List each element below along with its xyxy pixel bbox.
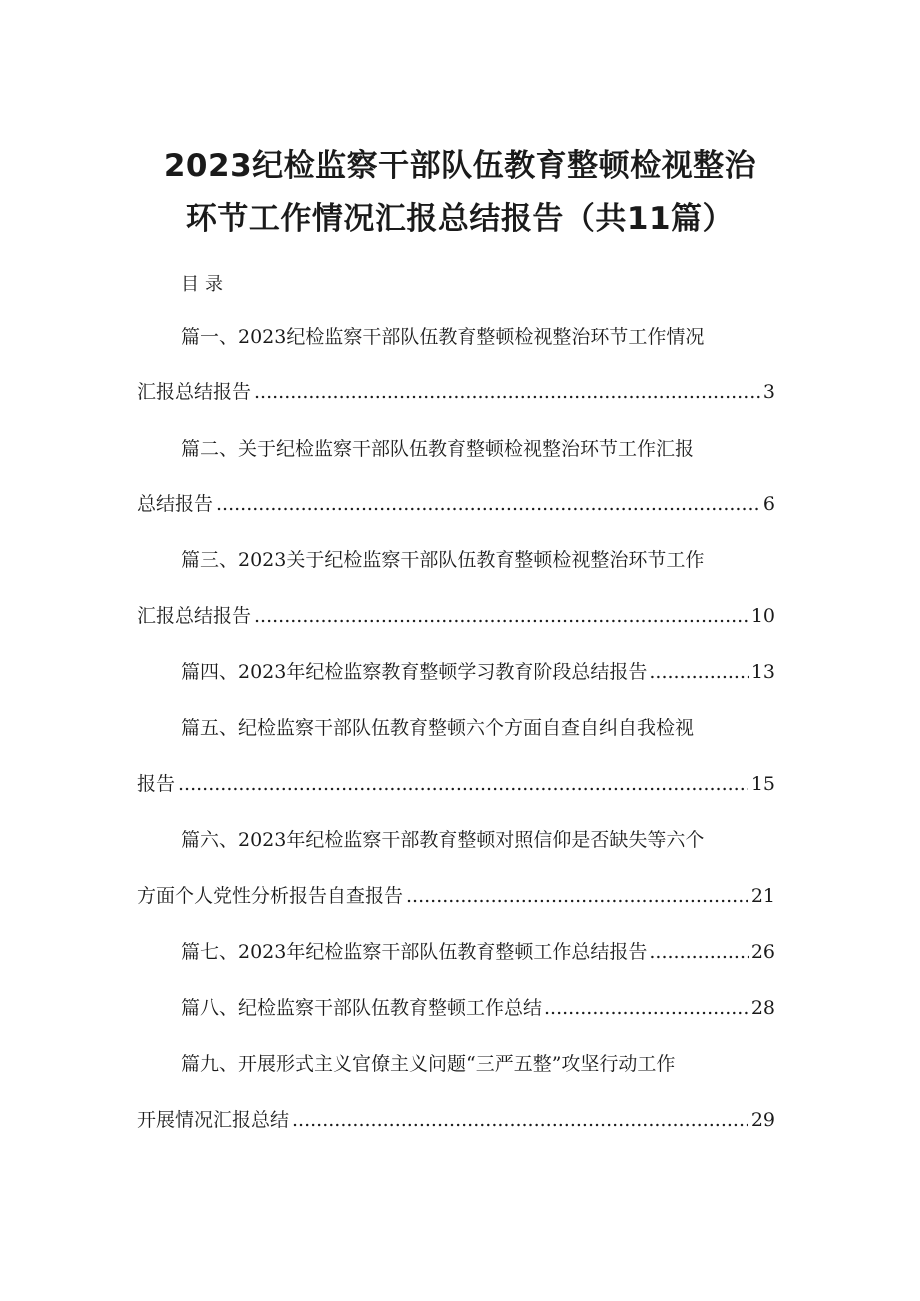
- page-number: 26: [750, 941, 775, 963]
- toc-entry-text: 篇八、纪检监察干部队伍教育整顿工作总结: [181, 997, 543, 1019]
- toc-entry-9-title[interactable]: 篇九、开展形式主义官僚主义问题“三严五整”攻坚行动工作: [181, 1053, 676, 1075]
- toc-entry-text: 方面个人党性分析报告自查报告: [137, 885, 404, 907]
- toc-heading: 目录: [181, 274, 229, 295]
- toc-entry-text: 汇报总结报告: [137, 605, 252, 627]
- toc-entry-text: 报告: [137, 773, 176, 795]
- toc-entry-8[interactable]: [181, 995, 775, 1021]
- dot-leader: [216, 491, 760, 517]
- toc-entry-3-continuation[interactable]: [137, 603, 775, 629]
- toc-entry-9-continuation[interactable]: [137, 1107, 775, 1133]
- toc-entry-2-continuation[interactable]: [137, 491, 775, 517]
- document-title-line-2: 环节工作情况汇报总结报告（共11篇）: [185, 201, 735, 237]
- page-number: 13: [750, 661, 775, 683]
- page-number: 3: [762, 381, 775, 403]
- page-number: 6: [762, 493, 775, 515]
- toc-entry-text: 篇四、2023年纪检监察教育整顿学习教育阶段总结报告: [181, 661, 648, 683]
- toc-entry-5-title[interactable]: 篇五、纪检监察干部队伍教育整顿六个方面自查自纠自我检视: [181, 717, 695, 739]
- dot-leader: [254, 603, 748, 629]
- toc-entry-2-title[interactable]: 篇二、关于纪检监察干部队伍教育整顿检视整治环节工作汇报: [181, 438, 695, 460]
- toc-entry-3-title[interactable]: 篇三、2023关于纪检监察干部队伍教育整顿检视整治环节工作: [181, 549, 705, 571]
- toc-entry-text: 总结报告: [137, 493, 214, 515]
- page-number: 28: [750, 997, 775, 1019]
- dot-leader: [292, 1107, 748, 1133]
- toc-entry-6-continuation[interactable]: [137, 883, 775, 909]
- page-number: 21: [750, 885, 775, 907]
- toc-entry-text: 篇七、2023年纪检监察干部队伍教育整顿工作总结报告: [181, 941, 648, 963]
- dot-leader: [544, 995, 749, 1021]
- toc-entry-4[interactable]: [181, 659, 775, 685]
- toc-entry-5-continuation[interactable]: [137, 771, 775, 797]
- page-number: 15: [750, 773, 775, 795]
- toc-entry-6-title[interactable]: 篇六、2023年纪检监察干部教育整顿对照信仰是否缺失等六个: [181, 829, 705, 851]
- toc-entry-1-title[interactable]: 篇一、2023纪检监察干部队伍教育整顿检视整治环节工作情况: [181, 326, 705, 348]
- document-title-line-1: 2023纪检监察干部队伍教育整顿检视整治: [163, 148, 757, 184]
- dot-leader: [649, 659, 748, 685]
- dot-leader: [649, 939, 748, 965]
- toc-entry-1-continuation[interactable]: [137, 379, 775, 405]
- dot-leader: [254, 379, 760, 405]
- dot-leader: [178, 771, 748, 797]
- toc-entry-7[interactable]: [181, 939, 775, 965]
- page-number: 29: [750, 1109, 775, 1131]
- dot-leader: [406, 883, 748, 909]
- page-number: 10: [750, 605, 775, 627]
- toc-entry-text: 汇报总结报告: [137, 381, 252, 403]
- toc-entry-text: 开展情况汇报总结: [137, 1109, 290, 1131]
